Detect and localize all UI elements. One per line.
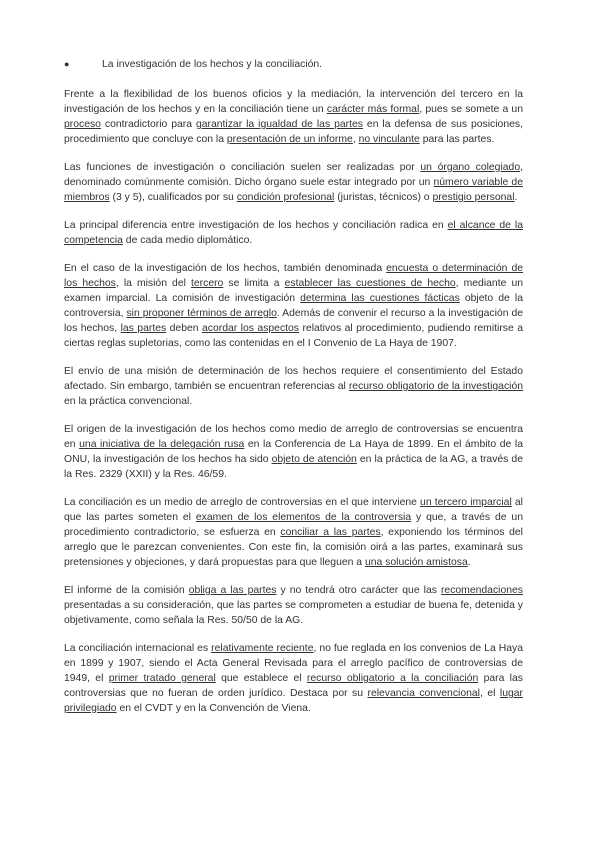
text-run: Las funciones de investigación o conciliación suelen ser realizadas por: [64, 162, 421, 173]
document-body: [64, 87, 523, 729]
underlined-term: recurso obligatorio de la investigación: [348, 381, 524, 392]
text-run: , denominado comúnmente comisión. Dicho órgano suele estar integrado por un: [64, 162, 523, 188]
paragraph: [64, 160, 523, 205]
underlined-term: sin proponer términos de arreglo: [126, 308, 277, 319]
paragraph: [64, 583, 523, 628]
text-run: , exponiendo los términos del arreglo que le parezcan convenientes. Con este fin, la comisión oirá a las partes, examinará sus pretensiones y objeciones, y dará propuestas para que lleguen a: [64, 527, 523, 568]
text-run: en la práctica de la AG, a través de la Res. 2329 (XXII) y la Res. 46/59.: [64, 454, 523, 480]
underlined-term: no vinculante: [358, 134, 420, 145]
text-run: La principal diferencia entre investigación de los hechos y conciliación radica en: [64, 220, 448, 231]
text-run: .: [514, 192, 518, 203]
text-run: , no fue reglada en los convenios de La Haya en 1899 y 1907, siendo el Acta General Revisada para el arreglo pacífico de controversias de 1949, el: [64, 643, 523, 684]
text-run: de cada medio diplomático.: [122, 235, 253, 246]
underlined-term: una solución amistosa: [364, 557, 468, 568]
text-run: (3 y 5), cualificados por su: [109, 192, 237, 203]
underlined-term: relativamente reciente: [211, 643, 314, 654]
underlined-term: acordar los aspectos: [202, 323, 299, 334]
text-run: La conciliación internacional es: [64, 643, 212, 654]
text-run: contradictorio para: [100, 119, 196, 130]
underlined-term: primer tratado general: [108, 673, 216, 684]
underlined-term: carácter más formal: [326, 104, 420, 115]
text-run: El informe de la comisión: [64, 585, 189, 596]
paragraph: [64, 261, 523, 351]
text-run: al que las partes someten el: [64, 497, 523, 523]
underlined-term: recomendaciones: [440, 585, 523, 596]
text-run: , el: [479, 688, 500, 699]
text-run: presentadas a su consideración, que las partes se comprometen a estudiar de buena fe, detenida y objetivamente, como señala la Res. 50/50 de la AG.: [64, 600, 523, 626]
underlined-term: presentación de un informe: [226, 134, 353, 145]
text-run: en el CVDT y en la Convención de Viena.: [116, 703, 311, 714]
underlined-term: un órgano colegiado: [420, 162, 521, 173]
text-run: y que, a través de un procedimiento contradictorio, se esfuerza en: [64, 512, 523, 538]
text-run: en la Conferencia de La Haya de 1899. En el ámbito de la ONU, la investigación de los hechos ha sido: [64, 439, 523, 465]
text-run: El envío de una misión de determinación de los hechos requiere el consentimiento del Estado afectado. Sin embargo, también se encuentran referencias al: [64, 366, 523, 392]
underlined-term: determina las cuestiones fácticas: [300, 293, 460, 304]
underlined-term: condición profesional: [236, 192, 335, 203]
text-run: en la práctica convencional.: [64, 396, 193, 407]
section-heading: [64, 57, 544, 72]
underlined-term: lugar privilegiado: [64, 688, 524, 714]
text-run: , la misión del: [115, 278, 191, 289]
text-run: relativos al procedimiento, pudiendo remitirse a ciertas reglas supletorias, como las contenidas en el I Convenio de La Haya de 1907.: [64, 323, 523, 349]
text-run: y no tendrá otro carácter que las: [276, 585, 441, 596]
underlined-term: recurso obligatorio a la conciliación: [306, 673, 479, 684]
underlined-term: relevancia convencional: [367, 688, 480, 699]
text-run: El origen de la investigación de los hechos como medio de arreglo de controversias se encuentra en: [64, 424, 523, 450]
underlined-term: número variable de miembros: [64, 177, 523, 203]
underlined-term: el alcance de la competencia: [64, 220, 523, 246]
text-run: En el caso de la investigación de los hechos, también denominada: [64, 263, 387, 274]
text-run: , mediante un examen imparcial. La comisión de investigación: [64, 278, 523, 304]
underlined-term: las partes: [120, 323, 167, 334]
paragraph: [64, 641, 523, 716]
text-run: en la defensa de sus posiciones, procedimiento que concluye con la: [64, 119, 523, 145]
paragraph: [64, 422, 523, 482]
underlined-term: obliga a las partes: [188, 585, 277, 596]
underlined-term: tercero: [191, 278, 224, 289]
underlined-term: examen de los elementos de la controversia: [195, 512, 412, 523]
paragraph: [64, 364, 523, 409]
text-run: para las partes.: [419, 134, 495, 145]
text-run: objeto de la controversia,: [64, 293, 523, 319]
text-run: .: [467, 557, 471, 568]
text-run: ,: [352, 134, 359, 145]
underlined-term: objeto de atención: [271, 454, 357, 465]
text-run: . Además de convenir el recurso a la investigación de los hechos,: [64, 308, 524, 334]
text-run: , pues se somete a un: [419, 104, 523, 115]
text-run: se limita a: [223, 278, 285, 289]
text-run: que establece el: [215, 673, 307, 684]
underlined-term: garantizar la igualdad de las partes: [195, 119, 363, 130]
text-run: (juristas, técnicos) o: [334, 192, 433, 203]
paragraph: [64, 218, 523, 248]
underlined-term: una iniciativa de la delegación rusa: [79, 439, 245, 450]
text-run: para las controversias que no fueran de orden jurídico. Destaca por su: [64, 673, 523, 699]
paragraph: [64, 87, 523, 147]
text-run: La conciliación es un medio de arreglo de controversias en el que interviene: [64, 497, 421, 508]
underlined-term: prestigio personal: [432, 192, 515, 203]
underlined-term: conciliar a las partes: [280, 527, 381, 538]
bullet-icon: ●: [64, 59, 70, 69]
underlined-term: encuesta o determinación de los hechos: [64, 263, 524, 289]
text-run: Frente a la flexibilidad de los buenos oficios y la mediación, la intervención del tercero en la investigación de los hechos y en la conciliación tiene un: [64, 89, 523, 115]
text-run: deben: [166, 323, 202, 334]
underlined-term: establecer las cuestiones de hecho: [284, 278, 456, 289]
underlined-term: un tercero imparcial: [420, 497, 512, 508]
underlined-term: proceso: [64, 119, 101, 130]
section-heading-text: La investigación de los hechos y la conciliación.: [102, 59, 323, 70]
paragraph: [64, 495, 523, 570]
